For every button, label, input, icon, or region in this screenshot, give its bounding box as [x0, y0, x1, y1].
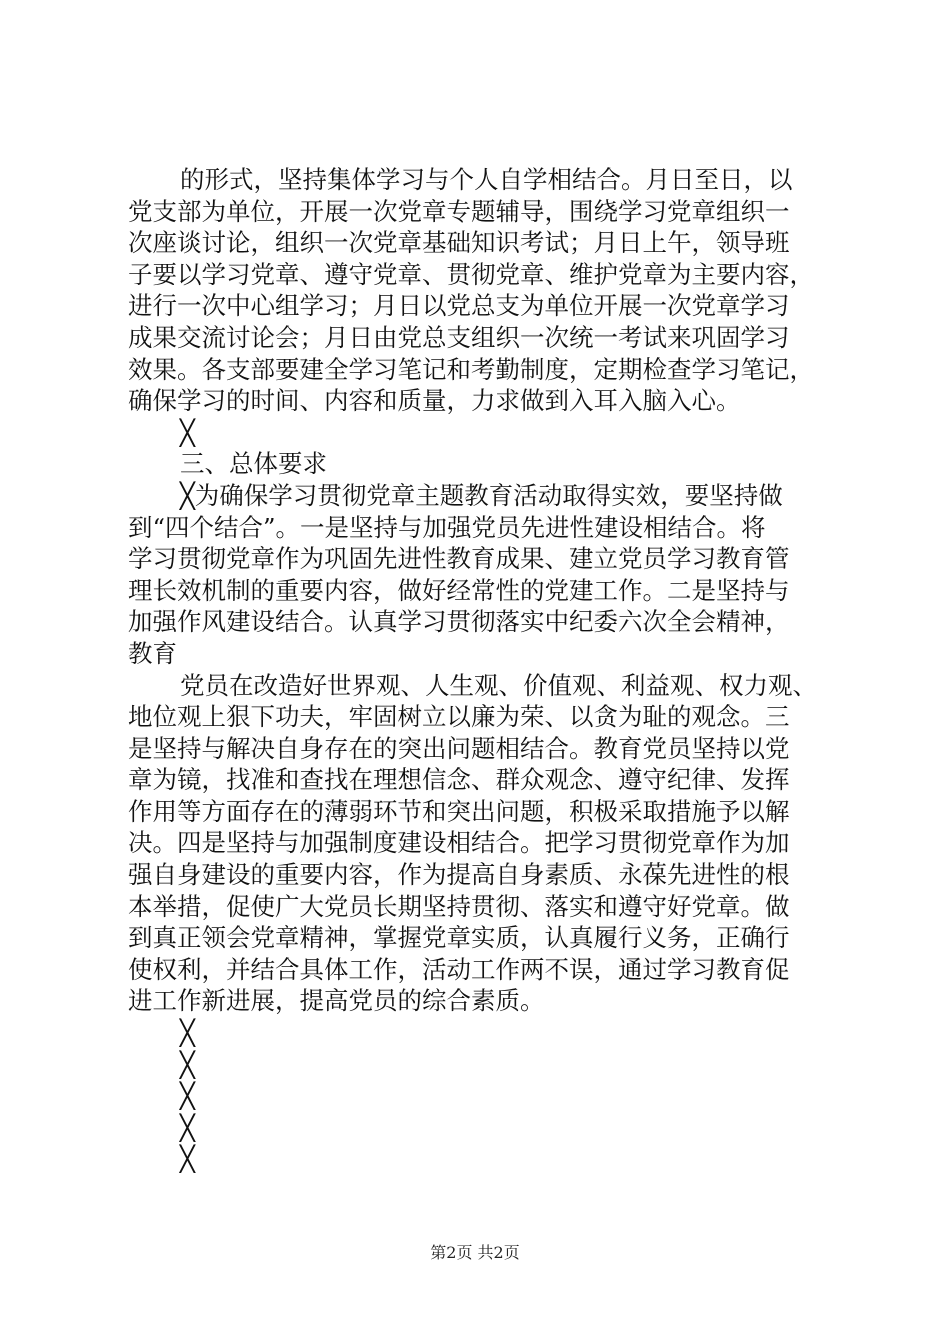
paragraph-line: 加强作风建设结合。认真学习贯彻落实中纪委六次全会精神，	[128, 607, 790, 637]
paragraph-line: 子要以学习党章、遵守党章、贯彻党章、维护党章为主要内容，	[128, 259, 814, 289]
cross-mark: ╳	[180, 1018, 195, 1048]
paragraph-line: 是坚持与解决自身存在的突出问题相结合。教育党员坚持以党	[128, 733, 790, 763]
paragraph-line: 党员在改造好世界观、人生观、价值观、利益观、权力观、	[180, 670, 817, 700]
paragraph-line: 效果。各支部要建全学习笔记和考勤制度，定期检查学习笔记，	[128, 354, 814, 384]
paragraph-line: ╳为确保学习贯彻党章主题教育活动取得实效，要坚持做	[180, 480, 783, 510]
section-heading: 三、总体要求	[180, 449, 327, 479]
paragraph-line: 教育	[128, 638, 177, 668]
paragraph-line: 进工作新进展，提高党员的综合素质。	[128, 986, 545, 1016]
paragraph-line: 作用等方面存在的薄弱环节和突出问题，积极采取措施予以解	[128, 796, 790, 826]
paragraph-line: 确保学习的时间、内容和质量，力求做到入耳入脑入心。	[128, 386, 741, 416]
paragraph-line: 强自身建设的重要内容，作为提高自身素质、永葆先进性的根	[128, 860, 790, 890]
paragraph-line: 本举措，促使广大党员长期坚持贯彻、落实和遵守好党章。做	[128, 891, 790, 921]
paragraph-line: 章为镜，找准和查找在理想信念、群众观念、遵守纪律、发挥	[128, 765, 790, 795]
cross-mark: ╳	[180, 417, 195, 447]
cross-mark: ╳	[180, 1144, 195, 1174]
cross-mark: ╳	[180, 1112, 195, 1142]
paragraph-line: 成果交流讨论会；月日由党总支组织一次统一考试来巩固学习	[128, 322, 790, 352]
paragraph-line: 到“四个结合”。一是坚持与加强党员先进性建设相结合。将	[128, 512, 766, 542]
page-footer: 第2页 共2页	[430, 1243, 520, 1262]
cross-mark: ╳	[180, 1049, 195, 1079]
cross-mark: ╳	[180, 1081, 195, 1111]
paragraph-line: 党支部为单位，开展一次党章专题辅导，围绕学习党章组织一	[128, 196, 790, 226]
paragraph-line: 地位观上狠下功夫，牢固树立以廉为荣、以贪为耻的观念。三	[128, 702, 790, 732]
document-body	[128, 164, 858, 1175]
paragraph-line: 到真正领会党章精神，掌握党章实质，认真履行义务，正确行	[128, 923, 790, 953]
paragraph-line: 理长效机制的重要内容，做好经常性的党建工作。二是坚持与	[128, 575, 790, 605]
paragraph-line: 次座谈讨论，组织一次党章基础知识考试；月日上午，领导班	[128, 228, 790, 258]
paragraph-line: 使权利，并结合具体工作，活动工作两不误，通过学习教育促	[128, 954, 790, 984]
paragraph-line: 的形式，坚持集体学习与个人自学相结合。月日至日，以	[180, 165, 793, 194]
paragraph-line: 进行一次中心组学习；月日以党总支为单位开展一次党章学习	[128, 291, 790, 321]
paragraph-line: 学习贯彻党章作为巩固先进性教育成果、建立党员学习教育管	[128, 544, 790, 574]
paragraph-line: 决。四是坚持与加强制度建设相结合。把学习贯彻党章作为加	[128, 828, 790, 858]
